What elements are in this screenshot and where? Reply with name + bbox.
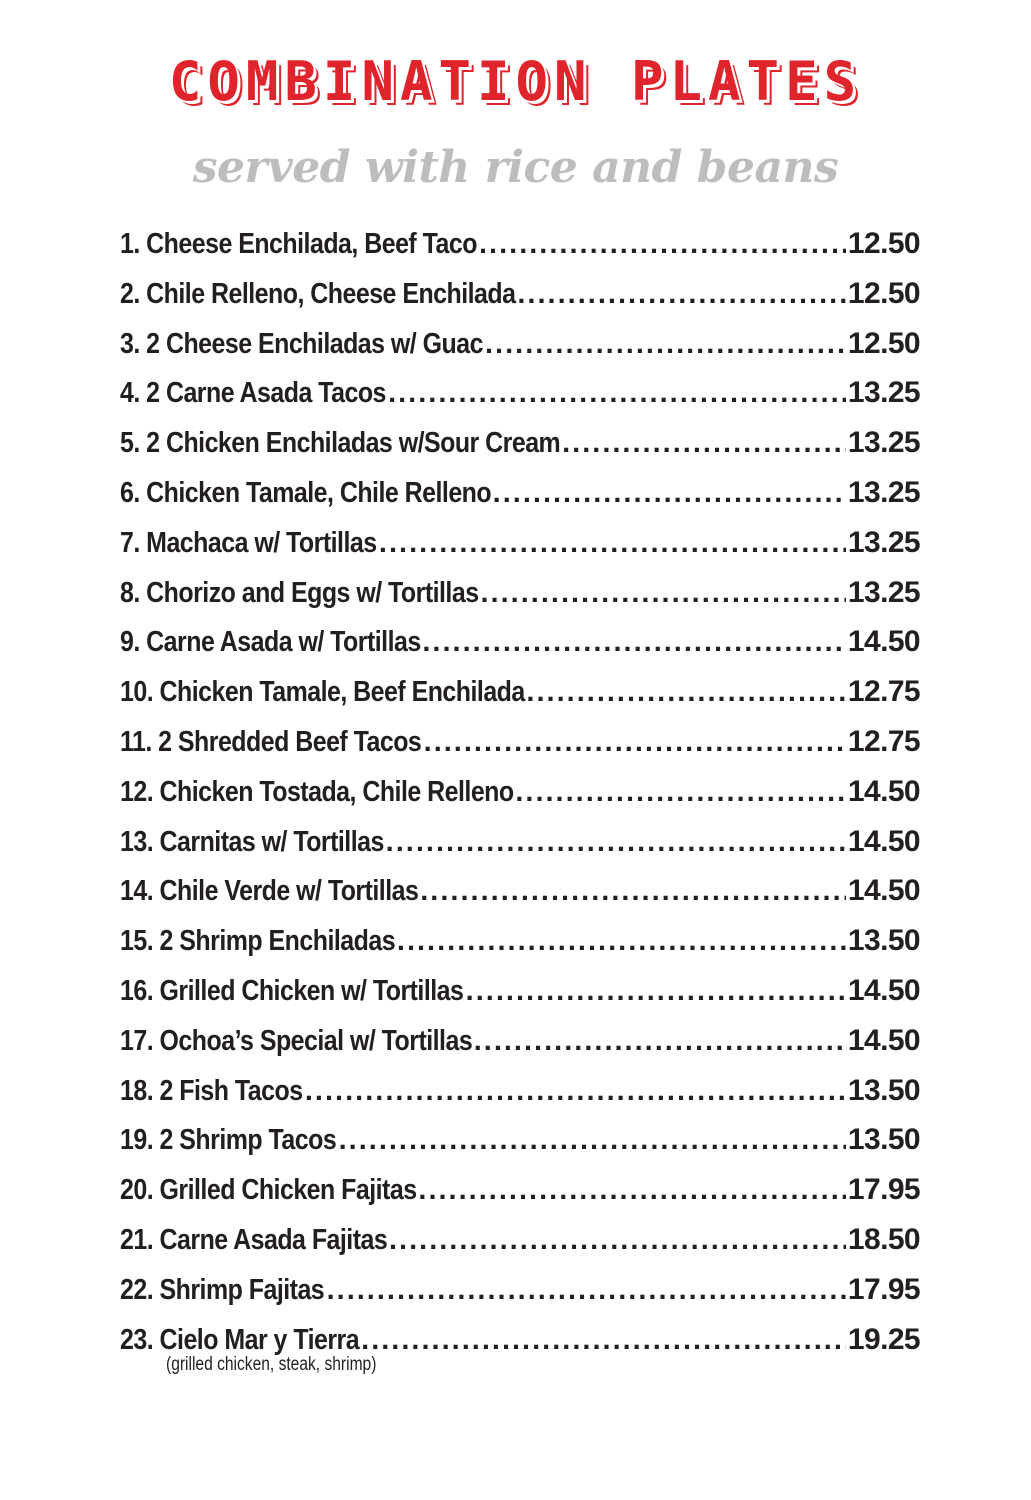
dot-leader bbox=[327, 1266, 846, 1316]
menu-subtitle: served with rice and beans bbox=[192, 142, 839, 193]
menu-item-name: 16. Grilled Chicken w/ Tortillas bbox=[120, 974, 464, 1007]
menu-item bbox=[120, 1016, 920, 1066]
menu-item-name: 18. 2 Fish Tacos bbox=[120, 1074, 303, 1107]
menu-item bbox=[120, 418, 920, 468]
dot-leader bbox=[389, 1216, 846, 1266]
menu-item bbox=[120, 468, 920, 518]
menu-item-price: 13.25 bbox=[847, 525, 920, 559]
menu-item-price: 14.50 bbox=[847, 973, 920, 1007]
dot-leader bbox=[517, 270, 846, 320]
menu-item bbox=[120, 916, 920, 966]
menu-item bbox=[120, 518, 920, 568]
dot-leader bbox=[388, 369, 846, 419]
menu-item-price: 13.25 bbox=[847, 426, 920, 460]
menu-item-price: 13.50 bbox=[847, 1073, 920, 1107]
menu-item-name: 5. 2 Chicken Enchiladas w/Sour Cream bbox=[120, 427, 561, 460]
menu-item bbox=[120, 767, 920, 817]
dot-leader bbox=[422, 618, 846, 668]
menu-item bbox=[120, 568, 920, 618]
menu-item bbox=[120, 966, 920, 1016]
menu-item-name: 7. Machaca w/ Tortillas bbox=[120, 526, 377, 559]
menu-item-name: 22. Shrimp Fajitas bbox=[120, 1273, 325, 1306]
menu-item bbox=[120, 1066, 920, 1116]
menu-item-name: 17. Ochoa’s Special w/ Tortillas bbox=[120, 1024, 473, 1057]
menu-item-price: 12.50 bbox=[847, 276, 920, 310]
dot-leader bbox=[339, 1116, 846, 1166]
menu-item-name: 23. Cielo Mar y Tierra bbox=[120, 1323, 360, 1356]
menu-item-price: 13.50 bbox=[847, 1123, 920, 1157]
menu-item-name: 1. Cheese Enchilada, Beef Taco bbox=[120, 228, 477, 260]
menu-item bbox=[120, 667, 920, 717]
dot-leader bbox=[420, 867, 846, 917]
menu-item bbox=[120, 1215, 920, 1265]
menu-item-price: 13.25 bbox=[847, 575, 920, 609]
menu-item-price: 14.50 bbox=[847, 874, 920, 908]
menu-item bbox=[120, 368, 920, 418]
menu-item bbox=[120, 717, 920, 767]
menu-item bbox=[120, 1265, 920, 1315]
menu-item-name: 15. 2 Shrimp Enchiladas bbox=[120, 925, 396, 958]
dot-leader bbox=[562, 419, 846, 469]
menu-title: COMBINATION PLATES bbox=[168, 50, 863, 113]
menu-item-name: 11. 2 Shredded Beef Tacos bbox=[120, 725, 422, 758]
menu-item-name: 12. Chicken Tostada, Chile Relleno bbox=[120, 775, 514, 808]
menu-item-name: 9. Carne Asada w/ Tortillas bbox=[120, 626, 421, 659]
menu-item-price: 12.50 bbox=[847, 326, 920, 360]
menu-item-name: 21. Carne Asada Fajitas bbox=[120, 1223, 388, 1256]
menu-item-name: 13. Carnitas w/ Tortillas bbox=[120, 825, 384, 858]
dot-leader bbox=[305, 1067, 846, 1117]
menu-item-name: 19. 2 Shrimp Tacos bbox=[120, 1124, 337, 1157]
menu-item-note: (grilled chicken, steak, shrimp) bbox=[166, 1354, 377, 1376]
menu-item-price: 12.50 bbox=[847, 227, 920, 260]
menu-item-name: 8. Chorizo and Eggs w/ Tortillas bbox=[120, 576, 479, 609]
menu-item-price: 13.25 bbox=[847, 475, 920, 509]
menu-item-name: 6. Chicken Tamale, Chile Relleno bbox=[120, 476, 492, 509]
menu-item bbox=[120, 319, 920, 369]
dot-leader bbox=[424, 718, 846, 768]
menu-item-name: 20. Grilled Chicken Fajitas bbox=[120, 1174, 417, 1207]
menu-item-price: 14.50 bbox=[847, 824, 920, 858]
menu-item bbox=[120, 617, 920, 667]
menu-list bbox=[120, 219, 920, 1376]
menu-item bbox=[120, 1165, 920, 1215]
menu-item bbox=[120, 219, 920, 269]
dot-leader bbox=[379, 519, 846, 569]
menu-item-price: 14.50 bbox=[847, 774, 920, 808]
dot-leader bbox=[479, 220, 846, 270]
menu-item-price: 17.95 bbox=[847, 1173, 920, 1207]
dot-leader bbox=[466, 967, 846, 1017]
menu-item-price: 14.50 bbox=[847, 1023, 920, 1057]
dot-leader bbox=[526, 668, 846, 718]
menu-item-price: 14.50 bbox=[847, 625, 920, 659]
dot-leader bbox=[515, 768, 846, 818]
dot-leader bbox=[474, 1017, 846, 1067]
menu-item-name: 2. Chile Relleno, Cheese Enchilada bbox=[120, 277, 516, 310]
menu-item bbox=[120, 817, 920, 867]
menu-item-name: 3. 2 Cheese Enchiladas w/ Guac bbox=[120, 327, 483, 360]
menu-item-name: 14. Chile Verde w/ Tortillas bbox=[120, 875, 419, 908]
dot-leader bbox=[485, 320, 846, 370]
dot-leader bbox=[397, 917, 846, 967]
menu-item-price: 12.75 bbox=[847, 675, 920, 709]
menu-item-name: 4. 2 Carne Asada Tacos bbox=[120, 377, 386, 410]
menu-item-name: 10. Chicken Tamale, Beef Enchilada bbox=[120, 676, 525, 709]
menu-item bbox=[120, 866, 920, 916]
dot-leader bbox=[480, 569, 845, 619]
menu-item-price: 17.95 bbox=[847, 1272, 920, 1306]
menu-item-price: 19.25 bbox=[847, 1322, 920, 1356]
menu-item-price: 12.75 bbox=[847, 724, 920, 758]
menu-item-price: 13.25 bbox=[847, 376, 920, 410]
menu-item-price: 13.50 bbox=[847, 924, 920, 958]
dot-leader bbox=[493, 469, 846, 519]
dot-leader bbox=[386, 818, 846, 868]
menu-item bbox=[120, 269, 920, 319]
menu-item-price: 18.50 bbox=[847, 1222, 920, 1256]
dot-leader bbox=[418, 1166, 846, 1216]
menu-item bbox=[120, 1115, 920, 1165]
